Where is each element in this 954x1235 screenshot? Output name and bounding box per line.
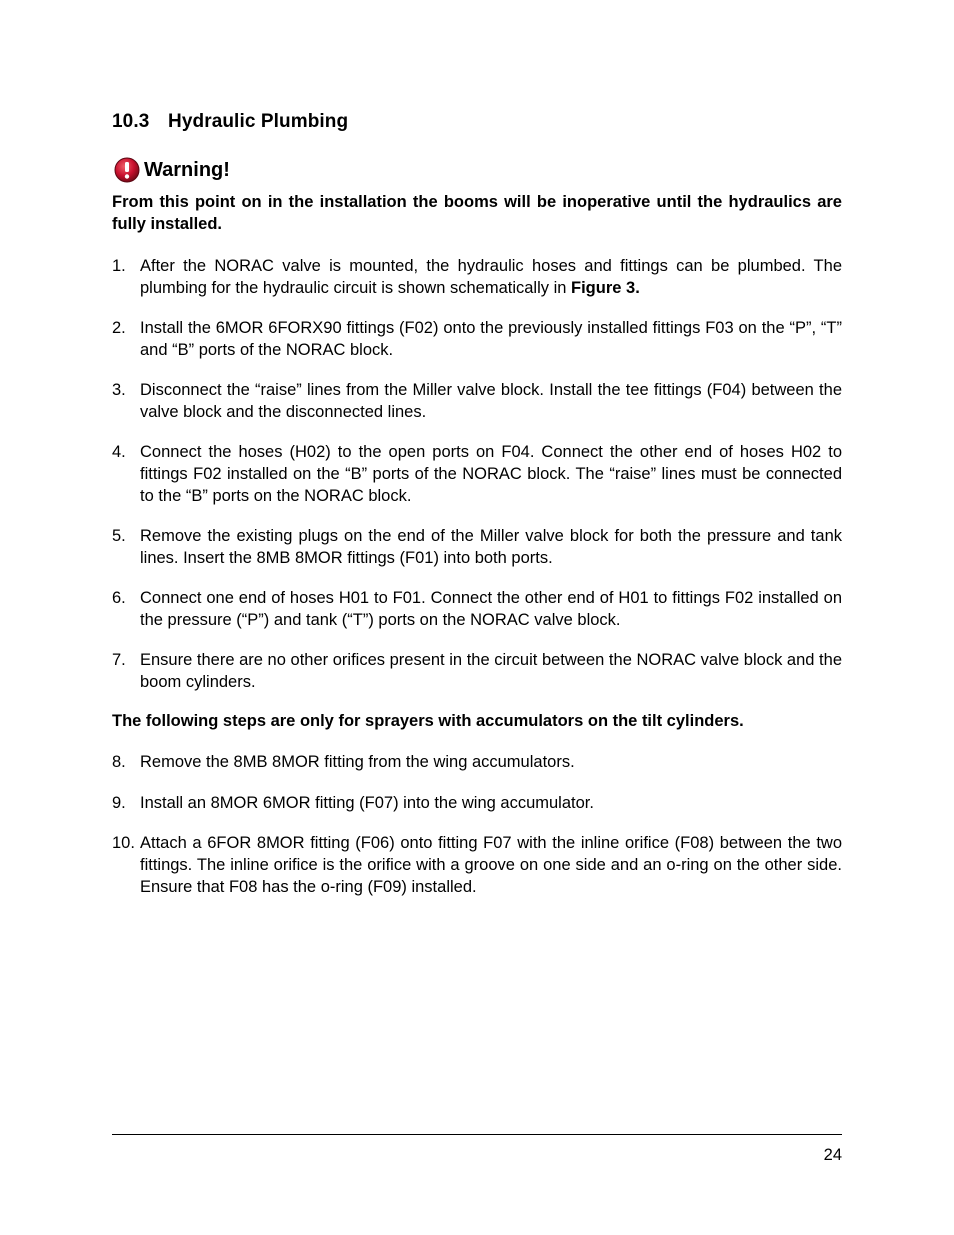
list-item — [112, 587, 842, 631]
list-item-text: Connect one end of hoses H01 to F01. Connect the other end of H01 to fittings F02 installed on the pressure (“P”) and tank (“T”) ports on the NORAC valve block. — [140, 589, 842, 629]
list-item-text: Connect the hoses (H02) to the open ports on F04. Connect the other end of hoses H02 to fittings F02 installed on the “B” ports of the NORAC block. The “raise” lines must be connected to the “B” ports on the NORAC block. — [140, 443, 842, 505]
list-item — [112, 255, 842, 299]
list-item-text: Attach a 6FOR 8MOR fitting (F06) onto fitting F07 with the inline orifice (F08) between the two fittings. The inline orifice is the orifice with a groove on one side and an o-ring on the other side. Ensure that F08 has the o-ring (F09) installed. — [140, 834, 842, 896]
section-title: Hydraulic Plumbing — [168, 111, 349, 132]
list-item-number: 7. — [112, 651, 126, 669]
list-item-text: Install the 6MOR 6FORX90 fittings (F02) onto the previously installed fittings F03 on the “P”, “T” and “B” ports of the NORAC block. — [140, 319, 842, 359]
section-heading — [112, 111, 348, 133]
section-number: 10.3 — [112, 111, 150, 132]
list-item-number: 6. — [112, 589, 126, 607]
list-item-number: 2. — [112, 319, 126, 337]
subheading: The following steps are only for sprayers with accumulators on the tilt cylinders. — [112, 712, 744, 730]
page-number: 24 — [823, 1146, 842, 1164]
list-item-text: After the NORAC valve is mounted, the hydraulic hoses and fittings can be plumbed. The plumbing for the hydraulic circuit is shown schematically in Figure 3. — [140, 257, 842, 297]
warning-heading — [114, 157, 230, 183]
document-page — [112, 0, 842, 1235]
list-item-number: 3. — [112, 381, 126, 399]
list-item-text: Install an 8MOR 6MOR fitting (F07) into the wing accumulator. — [140, 794, 594, 812]
list-item — [112, 751, 842, 773]
list-item-text: Remove the existing plugs on the end of the Miller valve block for both the pressure and tank lines. Insert the 8MB 8MOR fittings (F01) into both ports. — [140, 527, 842, 567]
list-item — [112, 441, 842, 507]
list-item — [112, 832, 842, 898]
warning-icon — [114, 157, 140, 183]
list-item-number: 10. — [112, 834, 135, 852]
list-item-text: Disconnect the “raise” lines from the Miller valve block. Install the tee fittings (F04) between the valve block and the disconnected lines. — [140, 381, 842, 421]
list-item — [112, 317, 842, 361]
footer-divider — [112, 1134, 842, 1135]
list-item — [112, 649, 842, 693]
list-item — [112, 525, 842, 569]
list-item-number: 1. — [112, 257, 126, 275]
list-item-text: Remove the 8MB 8MOR fitting from the wing accumulators. — [140, 753, 575, 771]
list-item — [112, 792, 842, 814]
list-item — [112, 379, 842, 423]
warning-label: Warning! — [144, 158, 230, 181]
warning-text: From this point on in the installation the booms will be inoperative until the hydraulics are fully installed. — [112, 193, 842, 233]
list-item-number: 9. — [112, 794, 126, 812]
list-item-number: 8. — [112, 753, 126, 771]
list-item-text: Ensure there are no other orifices present in the circuit between the NORAC valve block and the boom cylinders. — [140, 651, 842, 691]
list-item-number: 4. — [112, 443, 126, 461]
figure-reference: Figure 3. — [571, 279, 640, 297]
list-item-number: 5. — [112, 527, 126, 545]
